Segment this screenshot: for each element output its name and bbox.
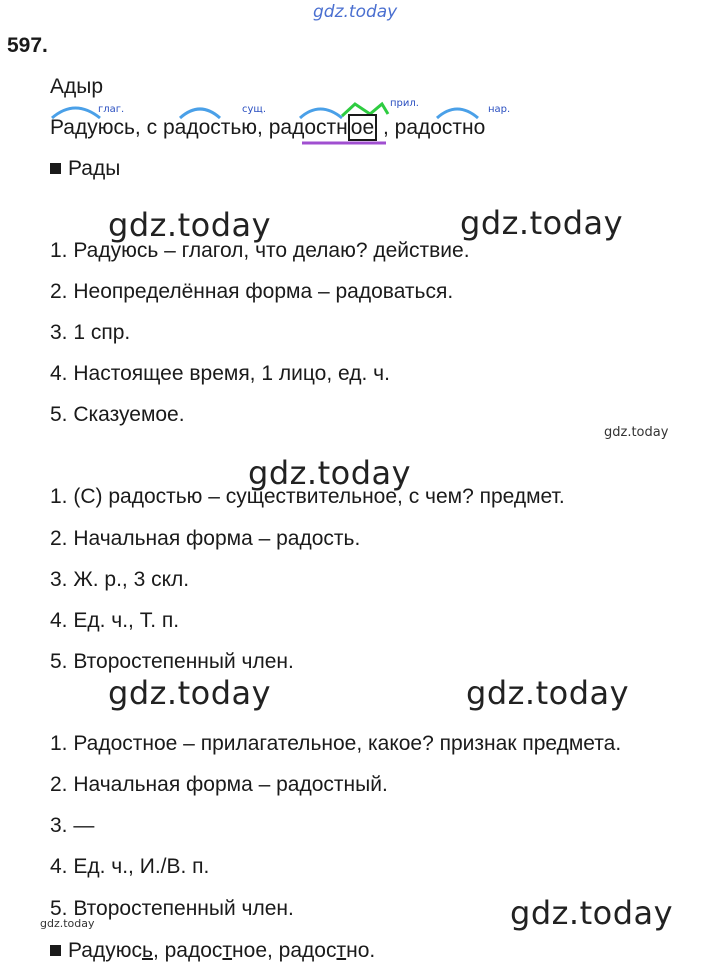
watermark: gdz.today: [108, 206, 272, 244]
list-item: 5. Второстепенный член.: [50, 897, 294, 920]
watermark: gdz.today: [108, 674, 272, 712]
list-item: 1. (С) радостью – существительное, с чем? предмет.: [50, 485, 565, 508]
underlined-letter: т: [222, 939, 233, 962]
word-adjective: [269, 114, 377, 141]
watermark-small: gdz.today: [40, 917, 95, 930]
watermark: gdz.today: [248, 454, 412, 492]
word-adverb: , радостно: [382, 116, 486, 139]
label-noun: сущ.: [242, 104, 267, 115]
parsed-sentence: [50, 115, 485, 141]
watermark-top: gdz.today: [313, 2, 398, 22]
adjective-stem: радостн: [268, 116, 348, 139]
underlined-letter: т: [336, 939, 347, 962]
label-adverb: нар.: [488, 104, 511, 115]
word-heading: Адыр: [50, 75, 104, 98]
watermark: gdz.today: [460, 204, 624, 242]
watermark: gdz.today: [466, 674, 630, 712]
list-item: 5. Второстепенный член.: [50, 650, 294, 673]
watermark-small: gdz.today: [604, 425, 669, 440]
list-item: 4. Ед. ч., Т. п.: [50, 609, 180, 632]
final-text: Радуюс: [68, 939, 142, 962]
bullet-text: Рады: [68, 157, 121, 180]
watermark: gdz.today: [510, 894, 674, 932]
label-adjective: прил.: [390, 98, 419, 109]
adjective-ending: ое: [348, 114, 377, 141]
list-item: 1. Радостное – прилагательное, какое? признак предмета.: [50, 732, 622, 755]
list-item: 2. Начальная форма – радостный.: [50, 773, 388, 796]
final-text: ное, радос: [232, 939, 337, 962]
list-item: 2. Начальная форма – радость.: [50, 527, 361, 550]
bullet-square-icon: [50, 945, 61, 956]
list-item: 4. Настоящее время, 1 лицо, ед. ч.: [50, 362, 390, 385]
list-item: 2. Неопределённая форма – радоваться.: [50, 280, 454, 303]
list-item: 3. 1 спр.: [50, 321, 131, 344]
word-noun: с радостью,: [146, 116, 263, 139]
list-item: 4. Ед. ч., И./В. п.: [50, 855, 210, 878]
final-text: , радос: [152, 939, 223, 962]
bullet-line: [50, 156, 120, 182]
final-line: [50, 938, 375, 964]
word-verb: Радуюсь,: [50, 116, 141, 139]
list-item: 5. Сказуемое.: [50, 403, 185, 426]
list-item: 1. Радуюсь – глагол, что делаю? действие.: [50, 239, 470, 262]
list-item: 3. Ж. р., 3 скл.: [50, 568, 190, 591]
label-verb: глаг.: [98, 104, 125, 115]
bullet-square-icon: [50, 163, 61, 174]
task-number: 597.: [7, 34, 48, 57]
underlined-letter: ь: [142, 939, 153, 962]
list-item: 3. —: [50, 814, 95, 837]
final-text: но.: [346, 939, 376, 962]
